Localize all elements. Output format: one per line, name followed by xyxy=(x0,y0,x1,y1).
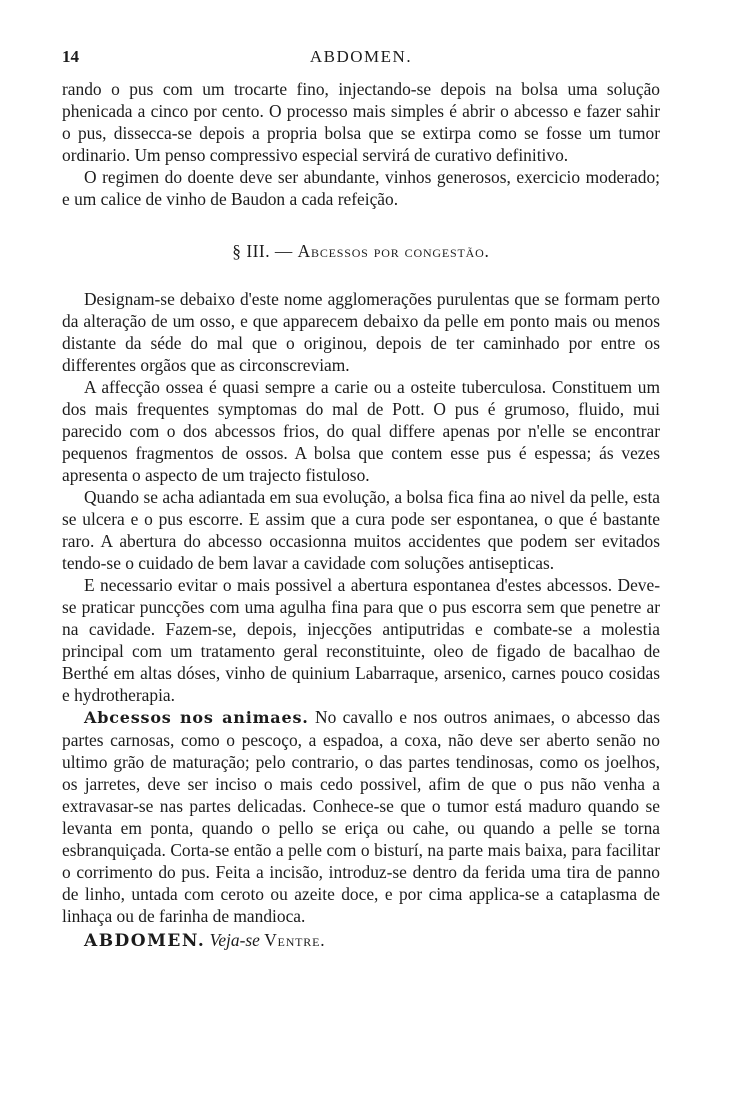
paragraph-animals xyxy=(62,706,660,927)
page-header xyxy=(62,46,660,72)
entry-see: Veja-se xyxy=(209,930,260,950)
paragraph-regimen: O regimen do doente deve ser abundante, vinhos generosos, exercicio moderado; e um calice de vinho de Baudon a cada refeição. xyxy=(62,167,660,209)
entry-headword: ABDOMEN. xyxy=(84,931,206,951)
animals-text: No cavallo e nos outros animaes, o abcesso das partes carnosas, como o pescoço, a espadoa, a coxa, não deve ser aberto senão no ultimo grão de maturação; pelo contrario, o das partes tendinosas, como os joelhos, os jarretes, deve ser inciso o mais cedo possivel, afim de que o pus não venha a extravasar-se nas partes delicadas. Conhece-se que o tumor está maduro quando se levanta em ponta, quando o pello se eriça ou cahe, ou quando a pelle se torna esbranquiçada. Corta-se então a pelle com o bisturí, na parte mais baixa, para facilitar o corrimento do pus. Feita a incisão, introduz-se dentro da ferida uma tira de panno de linho, untada com ceroto ou azeite doce, e por cima applica-se a cataplasma de linhaça ou de farinha de mandioca. xyxy=(62,707,661,926)
section-title: Abcessos por congestão. xyxy=(297,241,490,261)
section-heading xyxy=(62,240,660,262)
page-number: 14 xyxy=(62,47,79,66)
paragraph-continuation: rando o pus com um trocarte fino, injectando-se depois na bolsa uma solução phenicada a cinco por cento. O processo mais simples é abrir o abcesso e fazer sahir o pus, dissecca-se depois a propria bolsa que se extirpa como se fosse um tumor ordinario. Um penso compressivo especial servirá de curativo definitivo. xyxy=(62,79,660,165)
running-title: ABDOMEN. xyxy=(309,47,413,66)
paragraph-evolution: Quando se acha adiantada em sua evolução, a bolsa fica fina ao nivel da pelle, esta se ulcera e o pus escorre. E assim que a cura pode ser espontanea, o que é bastante raro. A abertura do abcesso occasionna muitos accidentes que podem ser evitados tendo-se o cuidado de bem lavar a cavidade com soluções antisepticas. xyxy=(62,487,660,573)
document-page xyxy=(62,46,660,952)
section-number: § III. — xyxy=(232,241,293,261)
entry-reference: Ventre. xyxy=(264,930,326,950)
paragraph-treatment: E necessario evitar o mais possivel a abertura espontanea d'estes abcessos. Deve-se praticar puncções com uma agulha fina para que o pus escorra sem que penetre ar na cavidade. Fazem-se, depois, injecções antiputridas e combate-se a molestia principal com um tratamento geral reconstituinte, oleo de figado de bacalhao de Berthé em altas dóses, vinho de quinium Labarraque, arsenico, carnes pouco cosidas e hydrotherapia. xyxy=(62,575,660,705)
paragraph-bone-affection: A affecção ossea é quasi sempre a carie ou a osteite tuberculosa. Constituem um dos mais frequentes symptomas do mal de Pott. O pus é grumoso, fluido, mui parecido com o dos abcessos frios, do qual differe apenas por n'elle se encontrar pequenos fragmentos de ossos. A bolsa que contem esse pus é espessa; ás vezes apresenta o aspecto de um trajecto fistuloso. xyxy=(62,377,660,485)
paragraph-definition: Designam-se debaixo d'este nome agglomerações purulentas que se formam perto da alteração de um osso, e que apparecem debaixo da pelle em ponto mais ou menos distante da séde do mal que o originou, depois de ter caminhado por entre os differentes orgãos que as circonscreviam. xyxy=(62,289,660,375)
animals-lead: Abcessos nos animaes. xyxy=(84,708,309,727)
dictionary-entry xyxy=(62,929,660,952)
